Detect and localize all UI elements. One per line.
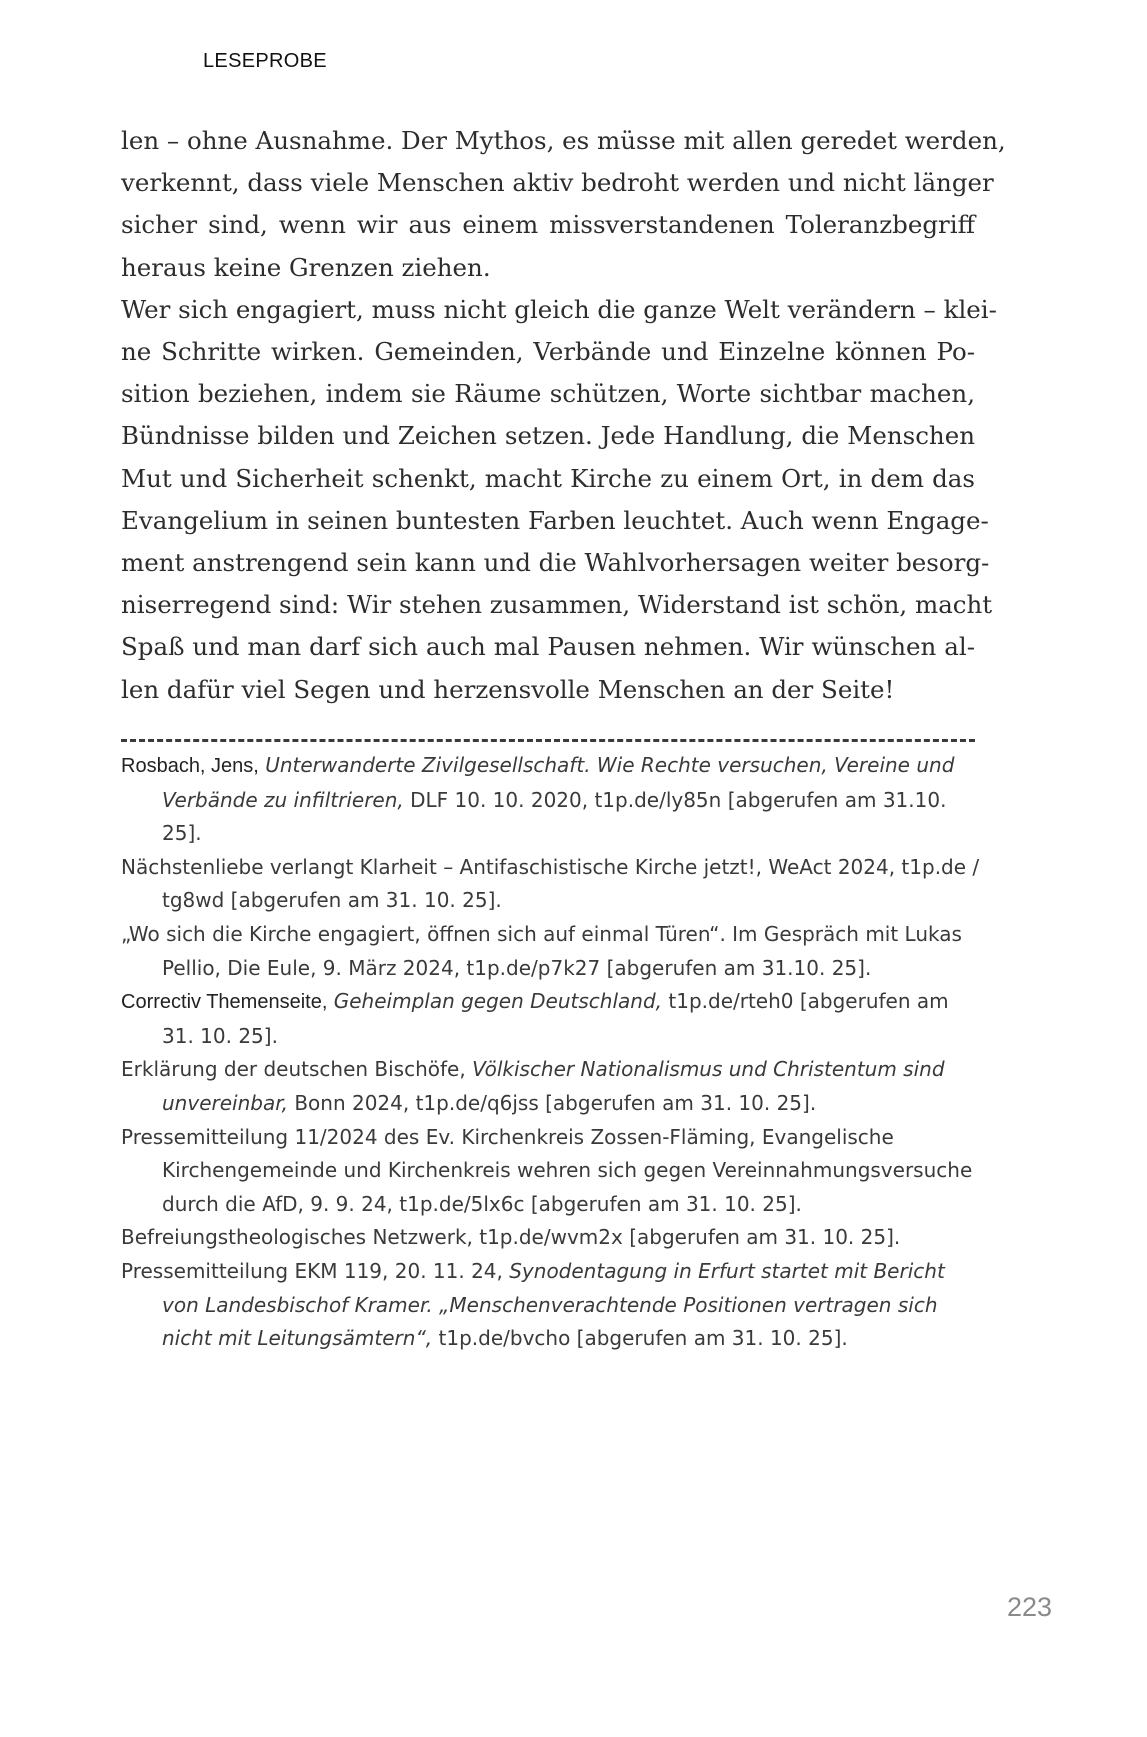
- reference-item: [121, 749, 981, 851]
- reference-item: [121, 1053, 981, 1120]
- body-line: ment anstrengend sein kann und die Wahlvorhersagen weiter besorg-: [121, 548, 990, 578]
- reference-title: Geheimplan gegen Deutschland,: [333, 989, 663, 1014]
- body-line: Wer sich engagiert, muss nicht gleich die ganze Welt verändern – klei-: [121, 294, 997, 324]
- reference-item: [121, 1221, 981, 1255]
- reference-source: Befreiungstheologisches Netzwerk, t1p.de/wvm2x [abgerufen am 31. 10. 25].: [121, 1225, 901, 1250]
- reference-source: „Wo sich die Kirche engagiert, öffnen sich auf einmal Türen“. Im Gespräch mit Lukas Pellio, Die Eule, 9. März 2024, t1p.de/p7k27 [abgerufen am 31.10. 25].: [121, 921, 962, 980]
- body-line: heraus keine Grenzen ziehen.: [121, 252, 491, 282]
- reference-source: t1p.de/rteh0 [abgerufen am 31. 10. 25].: [162, 989, 949, 1048]
- reference-title: Völkischer Nationalismus und Christentum sind unvereinbar,: [162, 1057, 945, 1115]
- body-line: sition beziehen, indem sie Räume schützen, Worte sichtbar machen,: [121, 379, 975, 409]
- reference-source: Nächstenliebe verlangt Klarheit – Antifaschistische Kirche jetzt!, WeAct 2024, t1p.de / tg8wd [abgerufen am 31. 10. 25].: [121, 854, 980, 913]
- body-line: Evangelium in seinen buntesten Farben leuchtet. Auch wenn Engage-: [121, 505, 989, 535]
- reference-source: Bonn 2024, t1p.de/q6jss [abgerufen am 31. 10. 25].: [294, 1090, 817, 1115]
- reference-source: DLF 10. 10. 2020, t1p.de/ly85n [abgerufen am 31.10. 25].: [162, 787, 947, 846]
- reference-source: t1p.de/bvcho [abgerufen am 31. 10. 25].: [438, 1326, 848, 1351]
- body-paragraphs: [121, 120, 1006, 711]
- reference-item: [121, 918, 981, 985]
- reference-item: [121, 1121, 981, 1222]
- reference-item: [121, 851, 981, 918]
- running-header: LESEPROBE: [203, 50, 327, 72]
- body-line: sicher sind, wenn wir aus einem missverstandenen Toleranzbegriff: [121, 210, 975, 240]
- reference-item: [121, 1255, 981, 1356]
- reference-source: Pressemitteilung 11/2024 des Ev. Kirchenkreis Zossen-Fläming, Evangelische Kirchengemeinde und Kirchenkreis wehren sich gegen Vereinnahmungsversuche durch die AfD, 9. 9. 24, t1p.de/5lx6c [abgerufen am 31. 10. 25].: [121, 1124, 973, 1216]
- reference-list: [121, 749, 981, 1356]
- reference-author: Rosbach, Jens,: [121, 755, 259, 777]
- body-line: verkennt, dass viele Menschen aktiv bedroht werden und nicht länger: [121, 168, 994, 198]
- page-number: 223: [1007, 1592, 1053, 1622]
- body-line: Spaß und man darf sich auch mal Pausen nehmen. Wir wünschen al-: [121, 632, 975, 662]
- body-line: ne Schritte wirken. Gemeinden, Verbände und Einzelne können Po-: [121, 337, 975, 367]
- reference-title: Synodentagung in Erfurt startet mit Bericht von Landesbischof Kramer. „Menschenverachtende Positionen vertragen sich nicht mit Leitungsämtern“,: [162, 1258, 945, 1351]
- reference-source: Erklärung der deutschen Bischöfe,: [121, 1057, 473, 1082]
- body-line: niserregend sind: Wir stehen zusammen, Widerstand ist schön, macht: [121, 590, 993, 620]
- body-line: len – ohne Ausnahme. Der Mythos, es müsse mit allen geredet werden,: [121, 126, 1006, 155]
- reference-item: [121, 985, 981, 1053]
- body-line: Mut und Sicherheit schenkt, macht Kirche zu einem Ort, in dem das: [121, 463, 975, 493]
- body-line: Bündnisse bilden und Zeichen setzen. Jede Handlung, die Menschen: [121, 421, 975, 451]
- dashed-divider: [121, 739, 975, 742]
- body-line: len dafür viel Segen und herzensvolle Menschen an der Seite!: [121, 674, 895, 704]
- reference-source: Pressemitteilung EKM 119, 20. 11. 24,: [121, 1258, 510, 1283]
- reference-author: Correctiv Themenseite,: [121, 991, 328, 1014]
- reference-title: Unterwanderte Zivilgesellschaft. Wie Rechte versuchen, Vereine und Verbände zu infiltrieren,: [162, 753, 955, 812]
